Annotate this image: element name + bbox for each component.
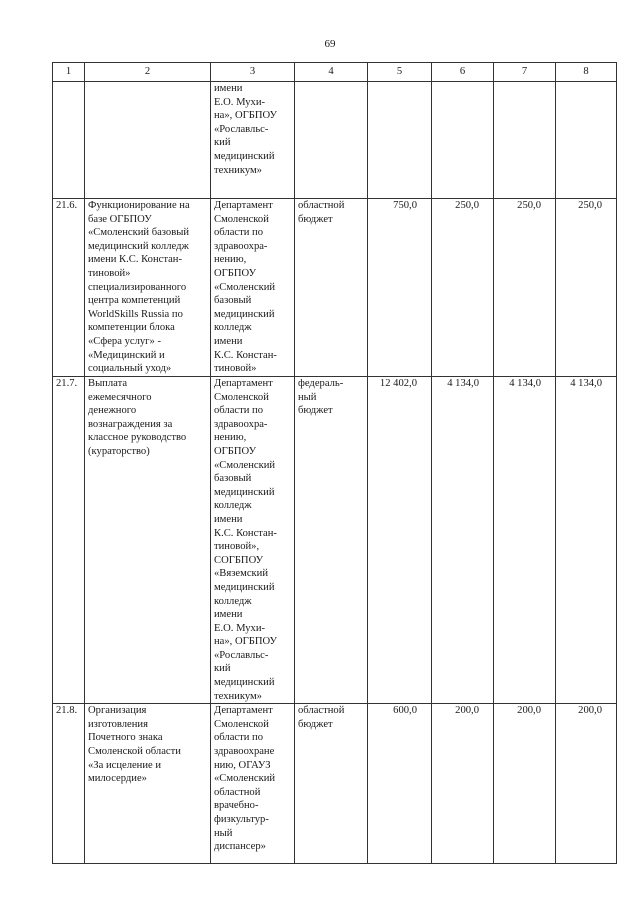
table-row: [53, 199, 617, 377]
table-row: [53, 704, 617, 864]
row-number: 21.7.: [53, 377, 85, 704]
row-number: 21.8.: [53, 704, 85, 864]
header-cell-7: 7: [494, 63, 556, 82]
header-cell-2: 2: [85, 63, 211, 82]
row-number: 21.6.: [53, 199, 85, 377]
row-measure-name: Функционирование на базе ОГБПОУ «Смоленский базовый медицинский колледж имени К.С. Констан- тиновой» специализированного центра компетенций WorldSkills Russia по компетенции блока «Сфера услуг» - «Медицинский и социальный уход»: [85, 199, 211, 377]
row-total: 600,0: [368, 704, 432, 864]
row-executor: имени Е.О. Мухи- на», ОГБПОУ «Рославльс- кий медицинский техникум»: [211, 82, 295, 199]
row-measure-name: Выплата ежемесячного денежного вознаграждения за классное руководство (кураторство): [85, 377, 211, 704]
row-year-2: 4 134,0: [494, 377, 556, 704]
row-total: 12 402,0: [368, 377, 432, 704]
header-cell-8: 8: [556, 63, 617, 82]
row-funding-source: федераль- ный бюджет: [295, 377, 368, 704]
header-cell-3: 3: [211, 63, 295, 82]
row-executor: Департамент Смоленской области по здравоохра- нению, ОГБПОУ «Смоленский базовый медицинский колледж имени К.С. Констан- тиновой»: [211, 199, 295, 377]
row-year-2: 250,0: [494, 199, 556, 377]
header-cell-4: 4: [295, 63, 368, 82]
row-executor: Департамент Смоленской области по здравоохра- нению, ОГБПОУ «Смоленский базовый медицинский колледж имени К.С. Констан- тиновой», СОГБПОУ «Вяземский медицинский колледж имени Е.О. Мухи- на», ОГБПОУ «Рославльс- кий медицинский техникум»: [211, 377, 295, 704]
row-measure-name: Организация изготовления Почетного знака Смоленской области «За исцеление и милосердие»: [85, 704, 211, 864]
row-total: [368, 82, 432, 199]
row-year-2: 200,0: [494, 704, 556, 864]
row-year-1: 200,0: [432, 704, 494, 864]
row-year-1: 4 134,0: [432, 377, 494, 704]
row-year-3: 250,0: [556, 199, 617, 377]
header-row: [53, 63, 617, 82]
page-number: 69: [324, 38, 336, 50]
row-year-1: [432, 82, 494, 199]
program-table: [52, 62, 617, 864]
row-funding-source: [295, 82, 368, 199]
header-cell-5: 5: [368, 63, 432, 82]
table-row: [53, 82, 617, 199]
row-measure-name: [85, 82, 211, 199]
header-cell-6: 6: [432, 63, 494, 82]
row-number: [53, 82, 85, 199]
row-year-3: 200,0: [556, 704, 617, 864]
table-row: [53, 377, 617, 704]
row-year-3: 4 134,0: [556, 377, 617, 704]
row-funding-source: областной бюджет: [295, 704, 368, 864]
row-executor: Департамент Смоленской области по здравоохране нию, ОГАУЗ «Смоленский областной врачебно- физкультур- ный диспансер»: [211, 704, 295, 864]
row-year-3: [556, 82, 617, 199]
row-funding-source: областной бюджет: [295, 199, 368, 377]
row-year-2: [494, 82, 556, 199]
row-total: 750,0: [368, 199, 432, 377]
row-year-1: 250,0: [432, 199, 494, 377]
header-cell-1: 1: [53, 63, 85, 82]
